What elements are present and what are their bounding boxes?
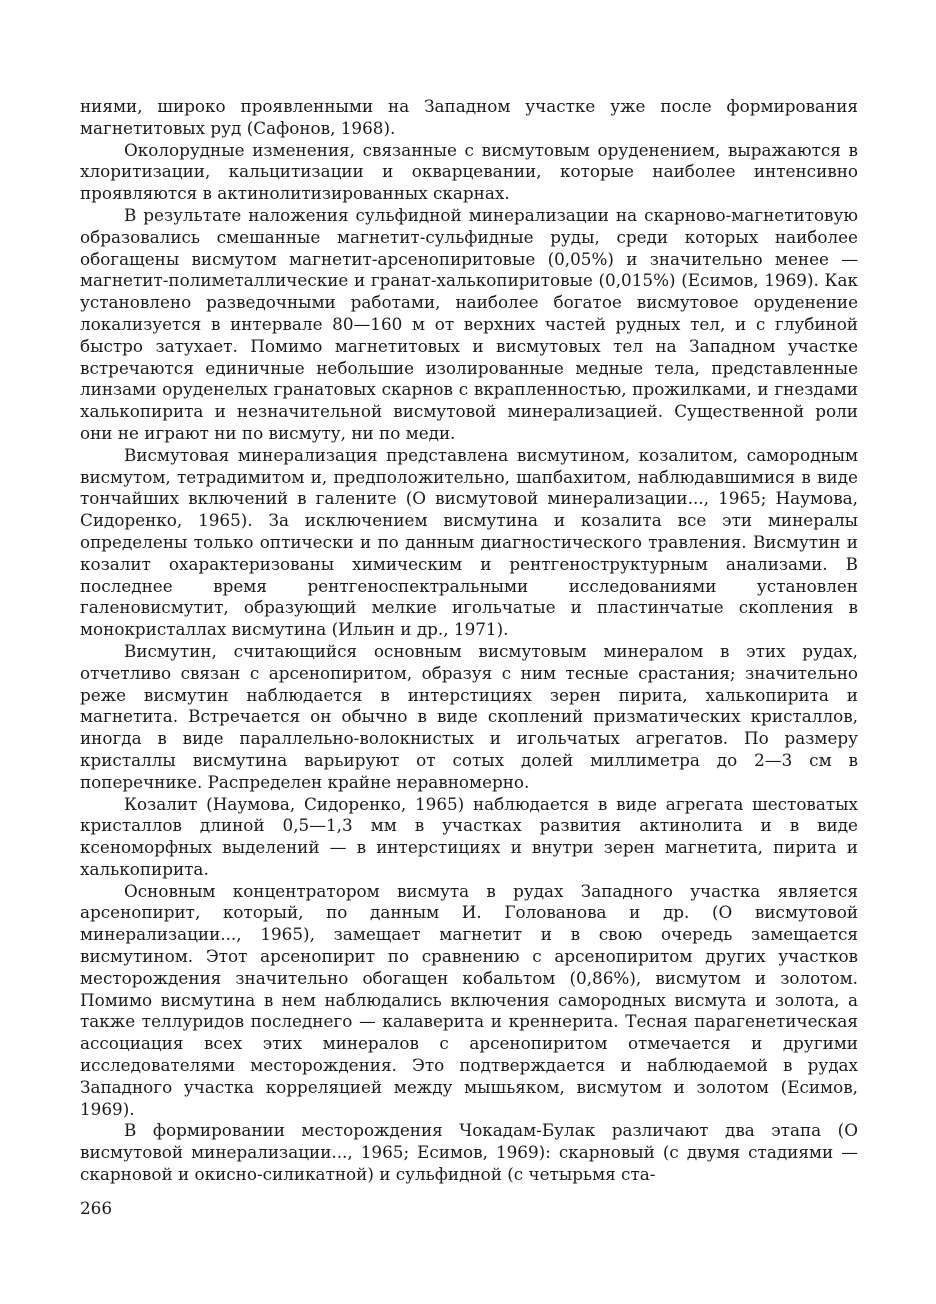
paragraph-4: Висмутовая минерализация представлена висмутином, козалитом, самородным висмутом, тетрадимитом и, предположительно, шапбахитом, наблюдавшимися в виде тончайших включений в галените (О висмутовой минерализации..., 1965; Наумова, Сидоренко, 1965). За исключением висмутина и козалита все эти минералы определены только оптически и по данным диагностического травления. Висмутин и козалит охарактеризованы химическим и рентгеноструктурным анализами. В последнее время рентгеноспектральными исследованиями установлен галеновисмутит, образующий мелкие игольчатые и пластинчатые скопления в монокристаллах висмутина (Ильин и др., 1971). <box>80 444 858 640</box>
paragraph-3: В результате наложения сульфидной минерализации на скарново-магнетитовую образовались смешанные магнетит-сульфидные руды, среди которых наиболее обогащены висмутом магнетит-арсенопиритовые (0,05%) и значительно менее — магнетит-полиметаллические и гранат-халькопиритовые (0,015%) (Есимов, 1969). Как установлено разведочными работами, наиболее богатое висмутовое оруденение локализуется в интервале 80—160 м от верхних частей рудных тел, и с глубиной быстро затухает. Помимо магнетитовых и висмутовых тел на Западном участке встречаются единичные небольшие изолированные медные тела, представленные линзами оруденелых гранатовых скарнов с вкрапленностью, прожилками, и гнездами халькопирита и незначительной висмутовой минерализацией. Существенной роли они не играют ни по висмуту, ни по меди. <box>80 204 858 443</box>
paragraph-2: Околорудные изменения, связанные с висмутовым оруденением, выражаются в хлоритизации, кальцитизации и окварцевании, которые наиболее интенсивно проявляются в актинолитизированных скарнах. <box>80 139 858 204</box>
paragraph-7: Основным концентратором висмута в рудах Западного участка является арсенопирит, который, по данным И. Голованова и др. (О висмутовой минерализации..., 1965), замещает магнетит и в свою очередь замещается висмутином. Этот арсенопирит по сравнению с арсенопиритом других участков месторождения значительно обогащен кобальтом (0,86%), висмутом и золотом. Помимо висмутина в нем наблюдались включения самородных висмута и золота, а также теллуридов последнего — калаверита и креннерита. Тесная парагенетическая ассоциация всех этих минералов с арсенопиритом отмечается и другими исследователями месторождения. Это подтверждается и наблюдаемой в рудах Западного участка корреляцией между мышьяком, висмутом и золотом (Есимов, 1969). <box>80 880 858 1119</box>
paragraph-5: Висмутин, считающийся основным висмутовым минералом в этих рудах, отчетливо связан с арсенопиритом, образуя с ним тесные срастания; значительно реже висмутин наблюдается в интерстициях зерен пирита, халькопирита и магнетита. Встречается он обычно в виде скоплений призматических кристаллов, иногда в виде параллельно-волокнистых и игольчатых агрегатов. По размеру кристаллы висмутина варьируют от сотых долей миллиметра до 2—3 см в поперечнике. Распределен крайне неравномерно. <box>80 640 858 792</box>
paragraph-6: Козалит (Наумова, Сидоренко, 1965) наблюдается в виде агрегата шестоватых кристаллов длиной 0,5—1,3 мм в участках развития актинолита и в виде ксеноморфных выделений — в интерстициях и внутри зерен магнетита, пирита и халькопирита. <box>80 793 858 879</box>
page-body <box>80 96 858 1186</box>
paragraph-1: ниями, широко проявленными на Западном участке уже после формирования магнетитовых руд (Сафонов, 1968). <box>80 96 858 138</box>
paragraph-8: В формировании месторождения Чокадам-Булак различают два этапа (О висмутовой минерализации..., 1965; Есимов, 1969): скарновый (с двумя стадиями — скарновой и окисно-силикатной) и сульфидной (с четырьмя ста- <box>80 1120 858 1185</box>
page-number: 266 <box>80 1198 113 1218</box>
